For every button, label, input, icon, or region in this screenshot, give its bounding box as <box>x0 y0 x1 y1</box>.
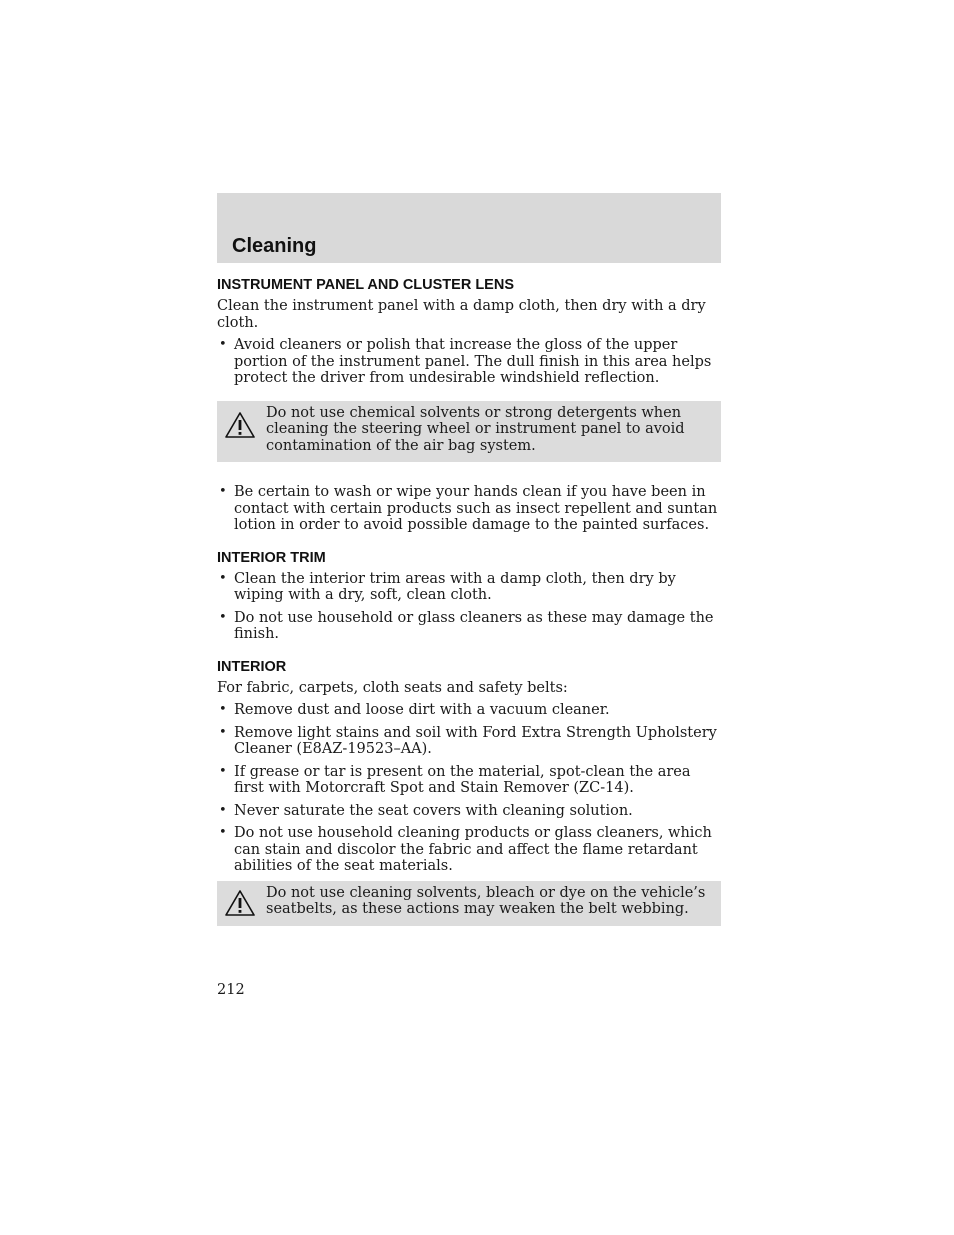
heading-interior: INTERIOR <box>217 658 287 675</box>
list-item: • If grease or tar is present on the material, spot-clean the area first with Motorcraft Spot and Stain Remover (ZC-14). <box>217 764 721 797</box>
heading-interior-trim: INTERIOR TRIM <box>217 549 326 566</box>
bullet-list <box>217 571 721 643</box>
warning-triangle-icon <box>224 889 256 917</box>
list-item: • Clean the interior trim areas with a damp cloth, then dry by wiping with a dry, soft, clean cloth. <box>217 571 721 604</box>
list-item: • Be certain to wash or wipe your hands clean if you have been in contact with certain products such as insect repellent and suntan lotion in order to avoid possible damage to the painted surfaces. <box>217 484 721 534</box>
warning-box <box>217 401 721 463</box>
heading-instrument-panel: INSTRUMENT PANEL AND CLUSTER LENS <box>217 277 514 293</box>
list-item: • Remove dust and loose dirt with a vacuum cleaner. <box>217 702 721 719</box>
page-content <box>217 275 721 926</box>
section-header <box>217 193 721 263</box>
warning-text: Do not use cleaning solvents, bleach or dye on the vehicle’s seatbelts, as these actions may weaken the belt webbing. <box>266 884 706 917</box>
list-item: • Never saturate the seat covers with cleaning solution. <box>217 803 721 820</box>
warning-text: Do not use chemical solvents or strong detergents when cleaning the steering wheel or instrument panel to avoid contamination of the air bag system. <box>266 404 685 454</box>
bullet-list <box>217 702 721 875</box>
bullet-list <box>217 484 721 534</box>
list-item: • Do not use household cleaning products or glass cleaners, which can stain and discolor the fabric and affect the flame retardant abilities of the seat materials. <box>217 825 721 875</box>
intro-interior: For fabric, carpets, cloth seats and safety belts: <box>217 679 568 696</box>
list-item: • Remove light stains and soil with Ford Extra Strength Upholstery Cleaner (E8AZ-19523–AA). <box>217 725 721 758</box>
intro-instrument-panel: Clean the instrument panel with a damp cloth, then dry with a dry cloth. <box>217 298 706 331</box>
warning-triangle-icon <box>224 411 256 439</box>
warning-box <box>217 881 721 926</box>
page-number: 212 <box>217 982 245 998</box>
list-item: • Do not use household or glass cleaners as these may damage the finish. <box>217 610 721 643</box>
bullet-list <box>217 337 721 387</box>
section-title: Cleaning <box>232 235 317 257</box>
list-item: • Avoid cleaners or polish that increase the gloss of the upper portion of the instrument panel. The dull finish in this area helps protect the driver from undesirable windshield reflection. <box>217 337 721 387</box>
